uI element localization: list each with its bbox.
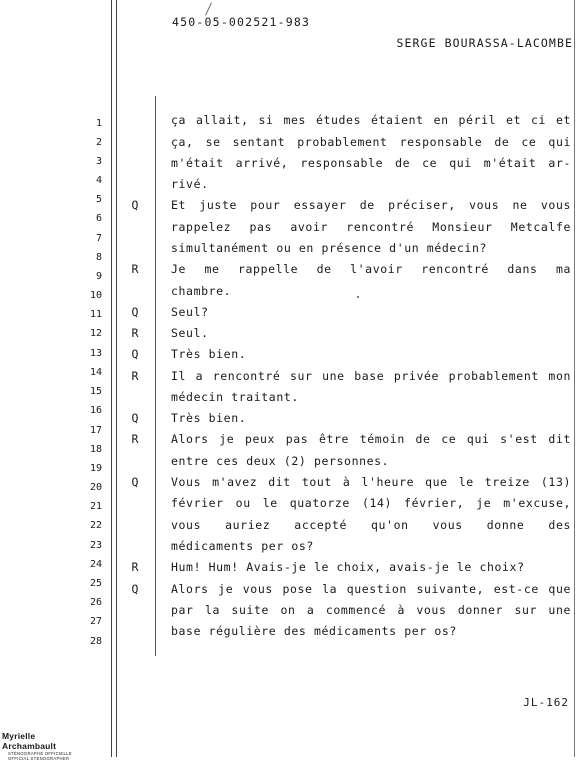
page-reference: JL-162 (523, 696, 569, 709)
line-number: 13 (89, 348, 102, 359)
speaker-marker: R (131, 262, 139, 276)
left-margin-rule-outer (111, 0, 112, 757)
transcript-line: par la suite on a commencé à vous donner sur une (171, 603, 571, 617)
transcript-line: Seul. (171, 326, 209, 340)
speaker-marker: Q (131, 198, 139, 212)
speck (357, 296, 359, 298)
transcript-line: chambre. (171, 284, 232, 298)
transcript-line: Alors je peux pas être témoin de ce qui s'est dit (171, 432, 571, 446)
transcript-line: simultanément ou en présence d'un médecin? (171, 241, 487, 255)
line-number: 21 (89, 501, 102, 512)
transcript-line: médicaments per os? (171, 539, 314, 553)
line-number: 7 (95, 233, 102, 244)
stenographer-title-en: OFFICIAL STENOGRAPHER (8, 756, 70, 761)
line-number: 5 (95, 194, 102, 205)
line-number: 2 (95, 137, 102, 148)
speaker-marker: R (131, 326, 139, 340)
line-number: 19 (89, 463, 102, 474)
transcript-line: rivé. (171, 177, 209, 191)
speaker-marker: R (131, 369, 139, 383)
right-margin-rule (574, 0, 575, 757)
witness-name: SERGE BOURASSA-LACOMBE (396, 36, 573, 50)
stenographer-name: Myrielle Archambault (2, 731, 57, 751)
transcript-line: Seul? (171, 305, 209, 319)
line-number: 20 (89, 482, 102, 493)
transcript-line: Vous m'avez dit tout à l'heure que le treize (13) (171, 475, 571, 489)
speaker-marker: Q (131, 582, 139, 596)
line-number: 24 (89, 559, 102, 570)
line-number: 14 (89, 367, 102, 378)
transcript-line: Il a rencontré sur une base privée probablement mon (171, 369, 571, 383)
line-number: 25 (89, 578, 102, 589)
line-number: 18 (89, 444, 102, 455)
line-number: 1 (95, 118, 102, 129)
line-number: 10 (89, 290, 102, 301)
line-number: 11 (89, 309, 102, 320)
line-number: 17 (89, 425, 102, 436)
speaker-marker: Q (131, 305, 139, 319)
left-margin-rule-inner (116, 0, 117, 757)
line-number: 4 (95, 175, 102, 186)
line-number: 23 (89, 540, 102, 551)
speaker-marker: Q (131, 411, 139, 425)
transcript-line: rappelez pas avoir rencontré Monsieur Metcalfe (171, 220, 571, 234)
speaker-marker: Q (131, 475, 139, 489)
docket-number: 450-05-002521-983 (172, 15, 311, 29)
line-number: 8 (95, 252, 102, 263)
speaker-marker: R (131, 432, 139, 446)
line-number: 9 (95, 271, 102, 282)
line-number: 6 (95, 213, 102, 224)
transcript-line: vous auriez accepté qu'on vous donne des (171, 518, 571, 532)
text-column-rule (155, 96, 156, 656)
transcript-line: m'était arrivé, responsable de ce qui m'était ar- (171, 156, 571, 170)
line-number: 28 (89, 636, 102, 647)
line-number: 27 (89, 616, 102, 627)
transcript-line: entre ces deux (2) personnes. (171, 454, 390, 468)
line-number: 15 (89, 386, 102, 397)
stenographer-title-fr: STÉNOGRAPHE OFFICIELLE (8, 751, 72, 756)
transcript-line: Alors je vous pose la question suivante, est-ce que (171, 582, 571, 596)
pen-mark (205, 2, 212, 15)
transcript-line: Hum! Hum! Avais-je le choix, avais-je le choix? (171, 560, 525, 574)
transcript-line: ça allait, si mes études étaient en péril et ci et (171, 113, 571, 127)
transcript-line: médecin traitant. (171, 390, 299, 404)
transcript-line: février ou le quatorze (14) février, je m'excuse, (171, 496, 571, 510)
line-number: 12 (89, 328, 102, 339)
transcript-line: Je me rappelle de l'avoir rencontré dans ma (171, 262, 571, 276)
transcript-line: Et juste pour essayer de préciser, vous ne vous (171, 198, 571, 212)
line-number: 3 (95, 156, 102, 167)
line-number: 26 (89, 597, 102, 608)
speaker-marker: Q (131, 347, 139, 361)
transcript-line: Très bien. (171, 411, 247, 425)
line-number: 22 (89, 520, 102, 531)
transcript-line: base régulière des médicaments per os? (171, 624, 457, 638)
line-number: 16 (89, 405, 102, 416)
transcript-line: Très bien. (171, 347, 247, 361)
transcript-line: ça, se sentant probablement responsable de ce qui (171, 135, 571, 149)
speaker-marker: R (131, 560, 139, 574)
